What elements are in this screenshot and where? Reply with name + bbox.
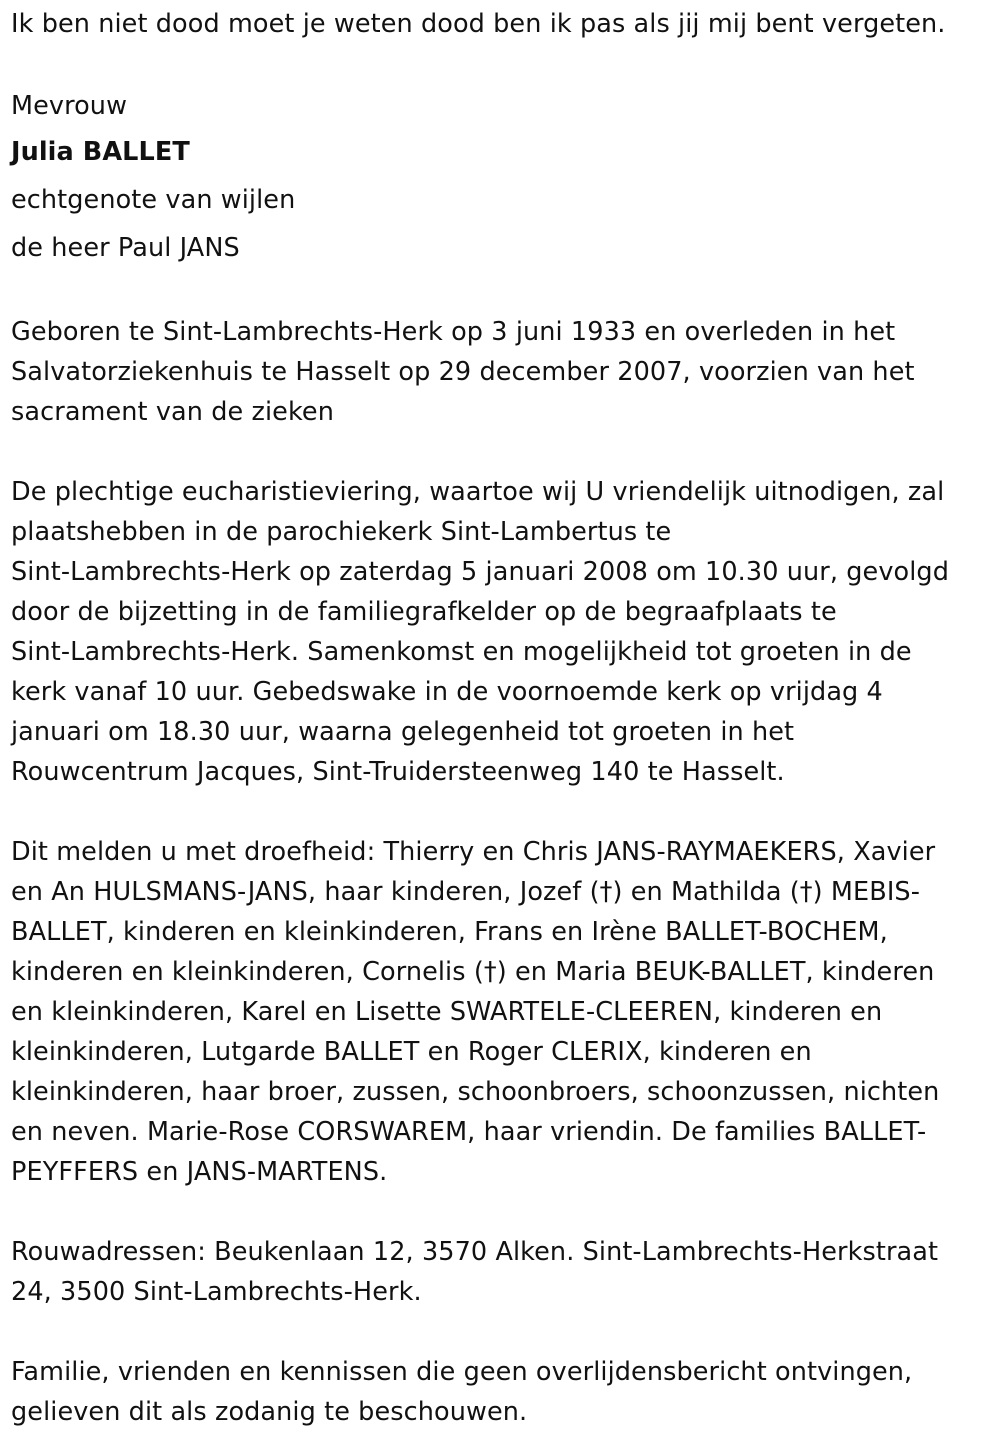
paragraph-line: kinderen en kleinkinderen, Cornelis (†) en Maria BEUK-BALLET, kinderen (11, 957, 935, 987)
paragraph-line: kleinkinderen, haar broer, zussen, schoonbroers, schoonzussen, nichten (11, 1077, 940, 1107)
paragraph-line: januari om 18.30 uur, waarna gelegenheid tot groeten in het (11, 717, 795, 747)
paragraph-line: sacrament van de zieken (11, 397, 334, 427)
paragraph-line: BALLET, kinderen en kleinkinderen, Frans en Irène BALLET-BOCHEM, (11, 917, 888, 947)
spacer (11, 1192, 991, 1232)
deceased-name: Julia BALLET (11, 137, 190, 167)
paragraph-line: Familie, vrienden en kennissen die geen overlijdensbericht ontvingen, (11, 1357, 913, 1387)
paragraph-line: Sint-Lambrechts-Herk op zaterdag 5 januari 2008 om 10.30 uur, gevolgd (11, 557, 949, 587)
paragraph-line: De plechtige eucharistieviering, waartoe wij U vriendelijk uitnodigen, zal (11, 477, 945, 507)
paragraph-line: plaatshebben in de parochiekerk Sint-Lambertus te (11, 517, 672, 547)
paragraph-line: en neven. Marie-Rose CORSWAREM, haar vriendin. De families BALLET- (11, 1117, 927, 1147)
paragraph-line: en kleinkinderen, Karel en Lisette SWARTELE-CLEEREN, kinderen en (11, 997, 883, 1027)
paragraph-line: Salvatorziekenhuis te Hasselt op 29 december 2007, voorzien van het (11, 357, 915, 387)
ceremony-paragraph (11, 472, 991, 792)
paragraph-line: Rouwcentrum Jacques, Sint-Truidersteenweg 140 te Hasselt. (11, 757, 785, 787)
paragraph-line: Dit melden u met droefheid: Thierry en Chris JANS-RAYMAEKERS, Xavier (11, 837, 936, 867)
spacer (11, 44, 991, 84)
paragraph-line: 24, 3500 Sint-Lambrechts-Herk. (11, 1277, 422, 1307)
paragraph-line: door de bijzetting in de familiegrafkelder op de begraafplaats te (11, 597, 837, 627)
paragraph-line: kerk vanaf 10 uur. Gebedswake in de voornoemde kerk op vrijdag 4 (11, 677, 883, 707)
paragraph-line: kleinkinderen, Lutgarde BALLET en Roger CLERIX, kinderen en (11, 1037, 812, 1067)
announcement-paragraph (11, 832, 991, 1192)
spacer (11, 272, 991, 312)
paragraph-line: PEYFFERS en JANS-MARTENS. (11, 1157, 388, 1187)
spacer (11, 792, 991, 832)
paragraph-line: en An HULSMANS-JANS, haar kinderen, Jozef (†) en Mathilda (†) MEBIS- (11, 877, 921, 907)
paragraph-line: gelieven dit als zodanig te beschouwen. (11, 1397, 528, 1427)
spacer (11, 1312, 991, 1352)
spacer (11, 432, 991, 472)
motto: Ik ben niet dood moet je weten dood ben ik pas als jij mij bent vergeten. (11, 9, 946, 39)
relation-line-2: de heer Paul JANS (11, 233, 240, 263)
paragraph-line: Sint-Lambrechts-Herk. Samenkomst en mogelijkheid tot groeten in de (11, 637, 912, 667)
closing-paragraph (11, 1352, 991, 1432)
title-prefix: Mevrouw (11, 91, 128, 121)
paragraph-line: Rouwadressen: Beukenlaan 12, 3570 Alken. Sint-Lambrechts-Herkstraat (11, 1237, 939, 1267)
paragraph-line: Geboren te Sint-Lambrechts-Herk op 3 juni 1933 en overleden in het (11, 317, 896, 347)
birth-death-paragraph (11, 312, 991, 432)
addresses-paragraph (11, 1232, 991, 1312)
relation-line-1: echtgenote van wijlen (11, 185, 296, 215)
obituary-document (11, 4, 991, 1432)
deceased-block (11, 84, 991, 272)
